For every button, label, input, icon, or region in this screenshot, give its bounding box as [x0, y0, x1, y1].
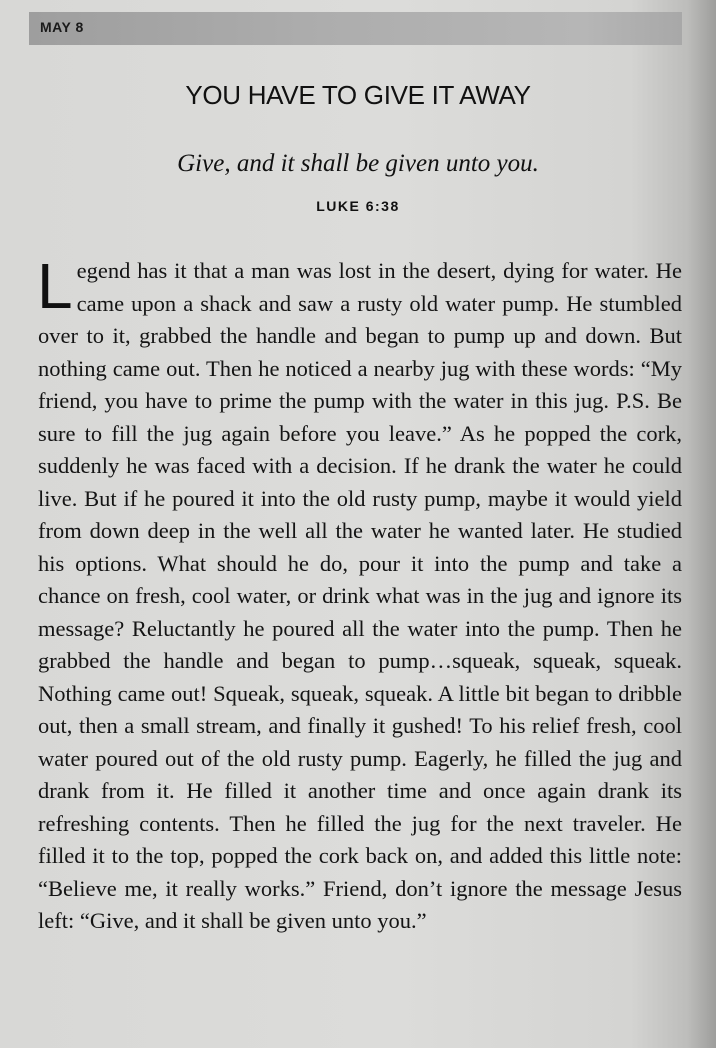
devotional-body	[37, 250, 682, 938]
body-paragraph: egend has it that a man was lost in the desert, dying for water. He came upon a shack and saw a rusty old water pump. He stumbled over to it, grabbed the handle and began to pump up and down. But nothing came out. Then he noticed a nearby jug with these words: “My friend, you have to prime the pump with the water in this jug. P.S. Be sure to fill the jug again before you leave.” As he popped the cork, suddenly he was faced with a decision. If he drank the water he could live. But if he poured it into the old rusty pump, maybe it would yield from down deep in the well all the water he wanted later. He studied his options. What should he do, pour it into the pump and take a chance on fresh, cool water, or drink what was in the jug and ignore its message? Reluctantly he poured all the water into the pump. Then he grabbed the handle and began to pump…squeak, squeak, squeak. Nothing came out! Squeak, squeak, squeak. A little bit began to dribble out, then a small stream, and finally it gushed! To his relief fresh, cool water poured out of the old rusty pump. Eagerly, he filled the jug and drank from it. He filled it another time and once again drank its refreshing contents. Then he filled the jug for the next traveler. He filled it to the top, popped the cork back on, and added this little note: “Believe me, it really works.” Friend, don’t ignore the message Jesus left: “Give, and it shall be given unto you.”	[38, 258, 682, 933]
page-title: YOU HAVE TO GIVE IT AWAY	[185, 80, 531, 110]
drop-cap: L	[37, 250, 73, 322]
date-label: MAY 8	[40, 19, 84, 35]
scripture-verse: Give, and it shall be given unto you.	[177, 150, 539, 177]
scripture-reference: LUKE 6:38	[316, 198, 400, 214]
date-header-bar	[29, 12, 682, 45]
